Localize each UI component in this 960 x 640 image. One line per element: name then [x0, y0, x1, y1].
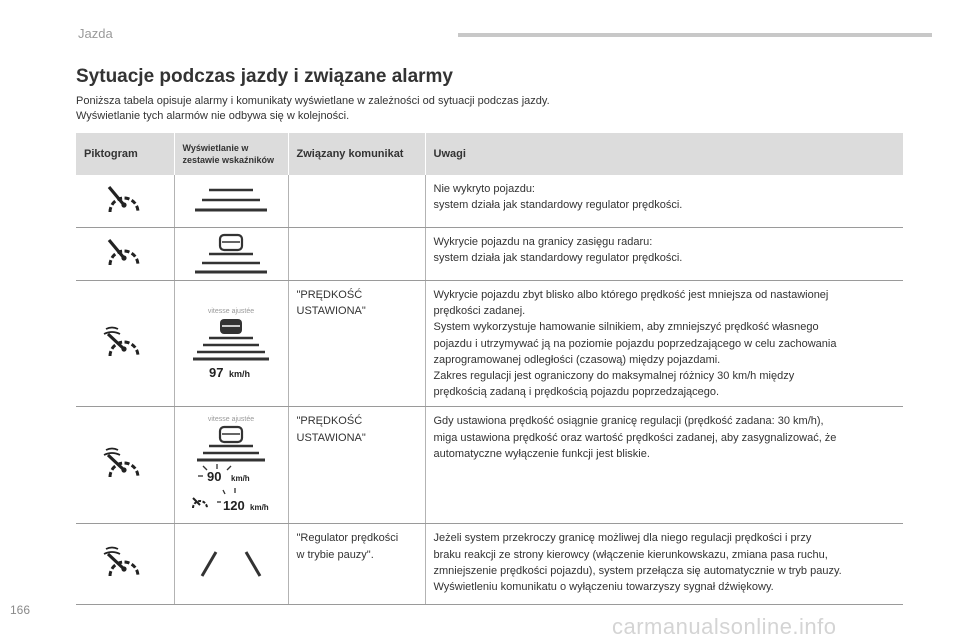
note-line: Jeżeli system przekroczy granicę możliwej dla niego regulacji prędkości i przy	[433, 532, 812, 545]
message-cell	[288, 175, 425, 228]
message-line: "Regulator prędkości	[296, 532, 399, 545]
set-speed-caption: vitesse ajustée	[207, 307, 255, 315]
note-line: prędkości zadanej.	[433, 305, 526, 318]
notes-cell	[425, 281, 903, 407]
table-row	[76, 407, 903, 524]
table-row	[76, 281, 903, 407]
note-line: Wykrycie pojazdu zbyt blisko albo którego prędkość jest mniejsza od nastawionej	[433, 289, 829, 301]
message-line: "PRĘDKOŚĆ	[296, 289, 363, 301]
note-line: prędkością zadaną i prędkością pojazdu poprzedzającego.	[433, 386, 720, 399]
note-line: Gdy ustawiona prędkość osiągnie granicę regulacji (prędkość zadana: 30 km/h),	[433, 415, 824, 428]
intro-line: Poniższa tabela opisuje alarmy i komunikaty wyświetlane w zależności od sytuacji podczas jazdy.	[76, 95, 550, 107]
set-speed-caption: vitesse ajustée	[207, 416, 255, 424]
intro-text	[76, 94, 550, 124]
speed-unit: km/h	[229, 368, 251, 379]
col-header-message: Związany komunikat	[288, 133, 425, 175]
watermark: carmanualsonline.info	[612, 614, 837, 639]
note-line: miga ustawiona prędkość oraz wartość prędkości zadanej, aby zasygnalizować, że	[433, 431, 837, 444]
display-cell	[174, 228, 288, 281]
road-lanes-icon	[191, 186, 271, 216]
note-line: system działa jak standardowy regulator prędkości.	[433, 252, 683, 265]
note-line: pojazdu i utrzymywać ją na poziomie pojazdu poprzedzającego w celu zachowania	[433, 337, 837, 350]
set-speed-display-icon	[189, 306, 273, 382]
adaptive-cruise-control-icon	[103, 446, 147, 484]
message-line: USTAWIONA"	[296, 431, 366, 444]
cruise-control-icon	[103, 236, 147, 272]
col-header-display-line1: Wyświetlanie w	[182, 143, 249, 153]
speed-unit: km/h	[250, 503, 269, 513]
lane-markings-paused-icon	[196, 548, 266, 580]
notes-cell	[425, 228, 903, 281]
message-line: w trybie pauzy".	[296, 548, 374, 561]
col-header-notes: Uwagi	[425, 133, 903, 175]
note-line: Wykrycie pojazdu na granicy zasięgu radaru:	[433, 236, 653, 248]
display-cell	[174, 407, 288, 524]
note-line: zmniejszenie prędkości pojazdu), system przełącza się automatycznie w tryb pauzy.	[433, 564, 842, 577]
note-line: system działa jak standardowy regulator prędkości.	[433, 199, 683, 212]
col-header-pictogram: Piktogram	[76, 133, 174, 175]
notes-cell	[425, 407, 903, 524]
display-cell	[174, 175, 288, 228]
notes-cell	[425, 524, 903, 605]
adaptive-cruise-control-icon	[103, 545, 147, 583]
message-cell	[288, 228, 425, 281]
display-cell	[174, 524, 288, 605]
display-cell	[174, 281, 288, 407]
speed-value: 120	[223, 498, 245, 514]
message-line: "PRĘDKOŚĆ	[296, 415, 363, 428]
table-row	[76, 524, 903, 605]
message-line: USTAWIONA"	[296, 305, 366, 318]
page-title: Sytuacje podczas jazdy i związane alarmy	[76, 66, 453, 87]
intro-line: Wyświetlanie tych alarmów nie odbywa się w kolejności.	[76, 110, 350, 122]
speed-value: 90	[207, 469, 222, 485]
table-row	[76, 175, 903, 228]
note-line: Zakres regulacji jest ograniczony do maksymalnej różnicy 30 km/h między	[433, 370, 795, 383]
speed-unit: km/h	[231, 474, 250, 484]
note-line: System wykorzystuje hamowanie silnikiem, aby zmniejszyć prędkość własnego	[433, 321, 819, 334]
vehicle-ahead-outline-icon	[191, 232, 271, 276]
note-line: automatyczne wyłączenie funkcji jest bliskie.	[433, 447, 650, 460]
table-header-row	[76, 133, 903, 175]
pictogram-cell	[76, 175, 174, 228]
col-header-display-line2: zestawie wskaźników	[182, 155, 275, 165]
speed-limit-flashing-display-icon	[187, 414, 275, 516]
cruise-control-icon	[103, 183, 147, 219]
message-cell	[288, 281, 425, 407]
message-cell	[288, 407, 425, 524]
note-line: zaprogramowanej odległości (czasową) między pojazdami.	[433, 353, 721, 366]
note-line: Nie wykryto pojazdu:	[433, 183, 535, 195]
message-cell	[288, 524, 425, 605]
note-line: braku reakcji ze strony kierowcy (włączenie kierunkowskazu, zmiana pasa ruchu,	[433, 548, 828, 561]
section-label: Jazda	[78, 26, 113, 41]
alarms-table	[76, 133, 903, 605]
adaptive-cruise-control-icon	[103, 325, 147, 363]
pictogram-cell	[76, 281, 174, 407]
col-header-display	[174, 133, 288, 175]
table-row	[76, 228, 903, 281]
pictogram-cell	[76, 407, 174, 524]
note-line: Wyświetleniu komunikatu o wyłączeniu towarzyszy sygnał dźwiękowy.	[433, 581, 774, 594]
speed-value: 97	[209, 364, 224, 380]
notes-cell	[425, 175, 903, 228]
page-number: 166	[10, 603, 31, 617]
header-bar	[458, 33, 932, 37]
pictogram-cell	[76, 228, 174, 281]
pictogram-cell	[76, 524, 174, 605]
